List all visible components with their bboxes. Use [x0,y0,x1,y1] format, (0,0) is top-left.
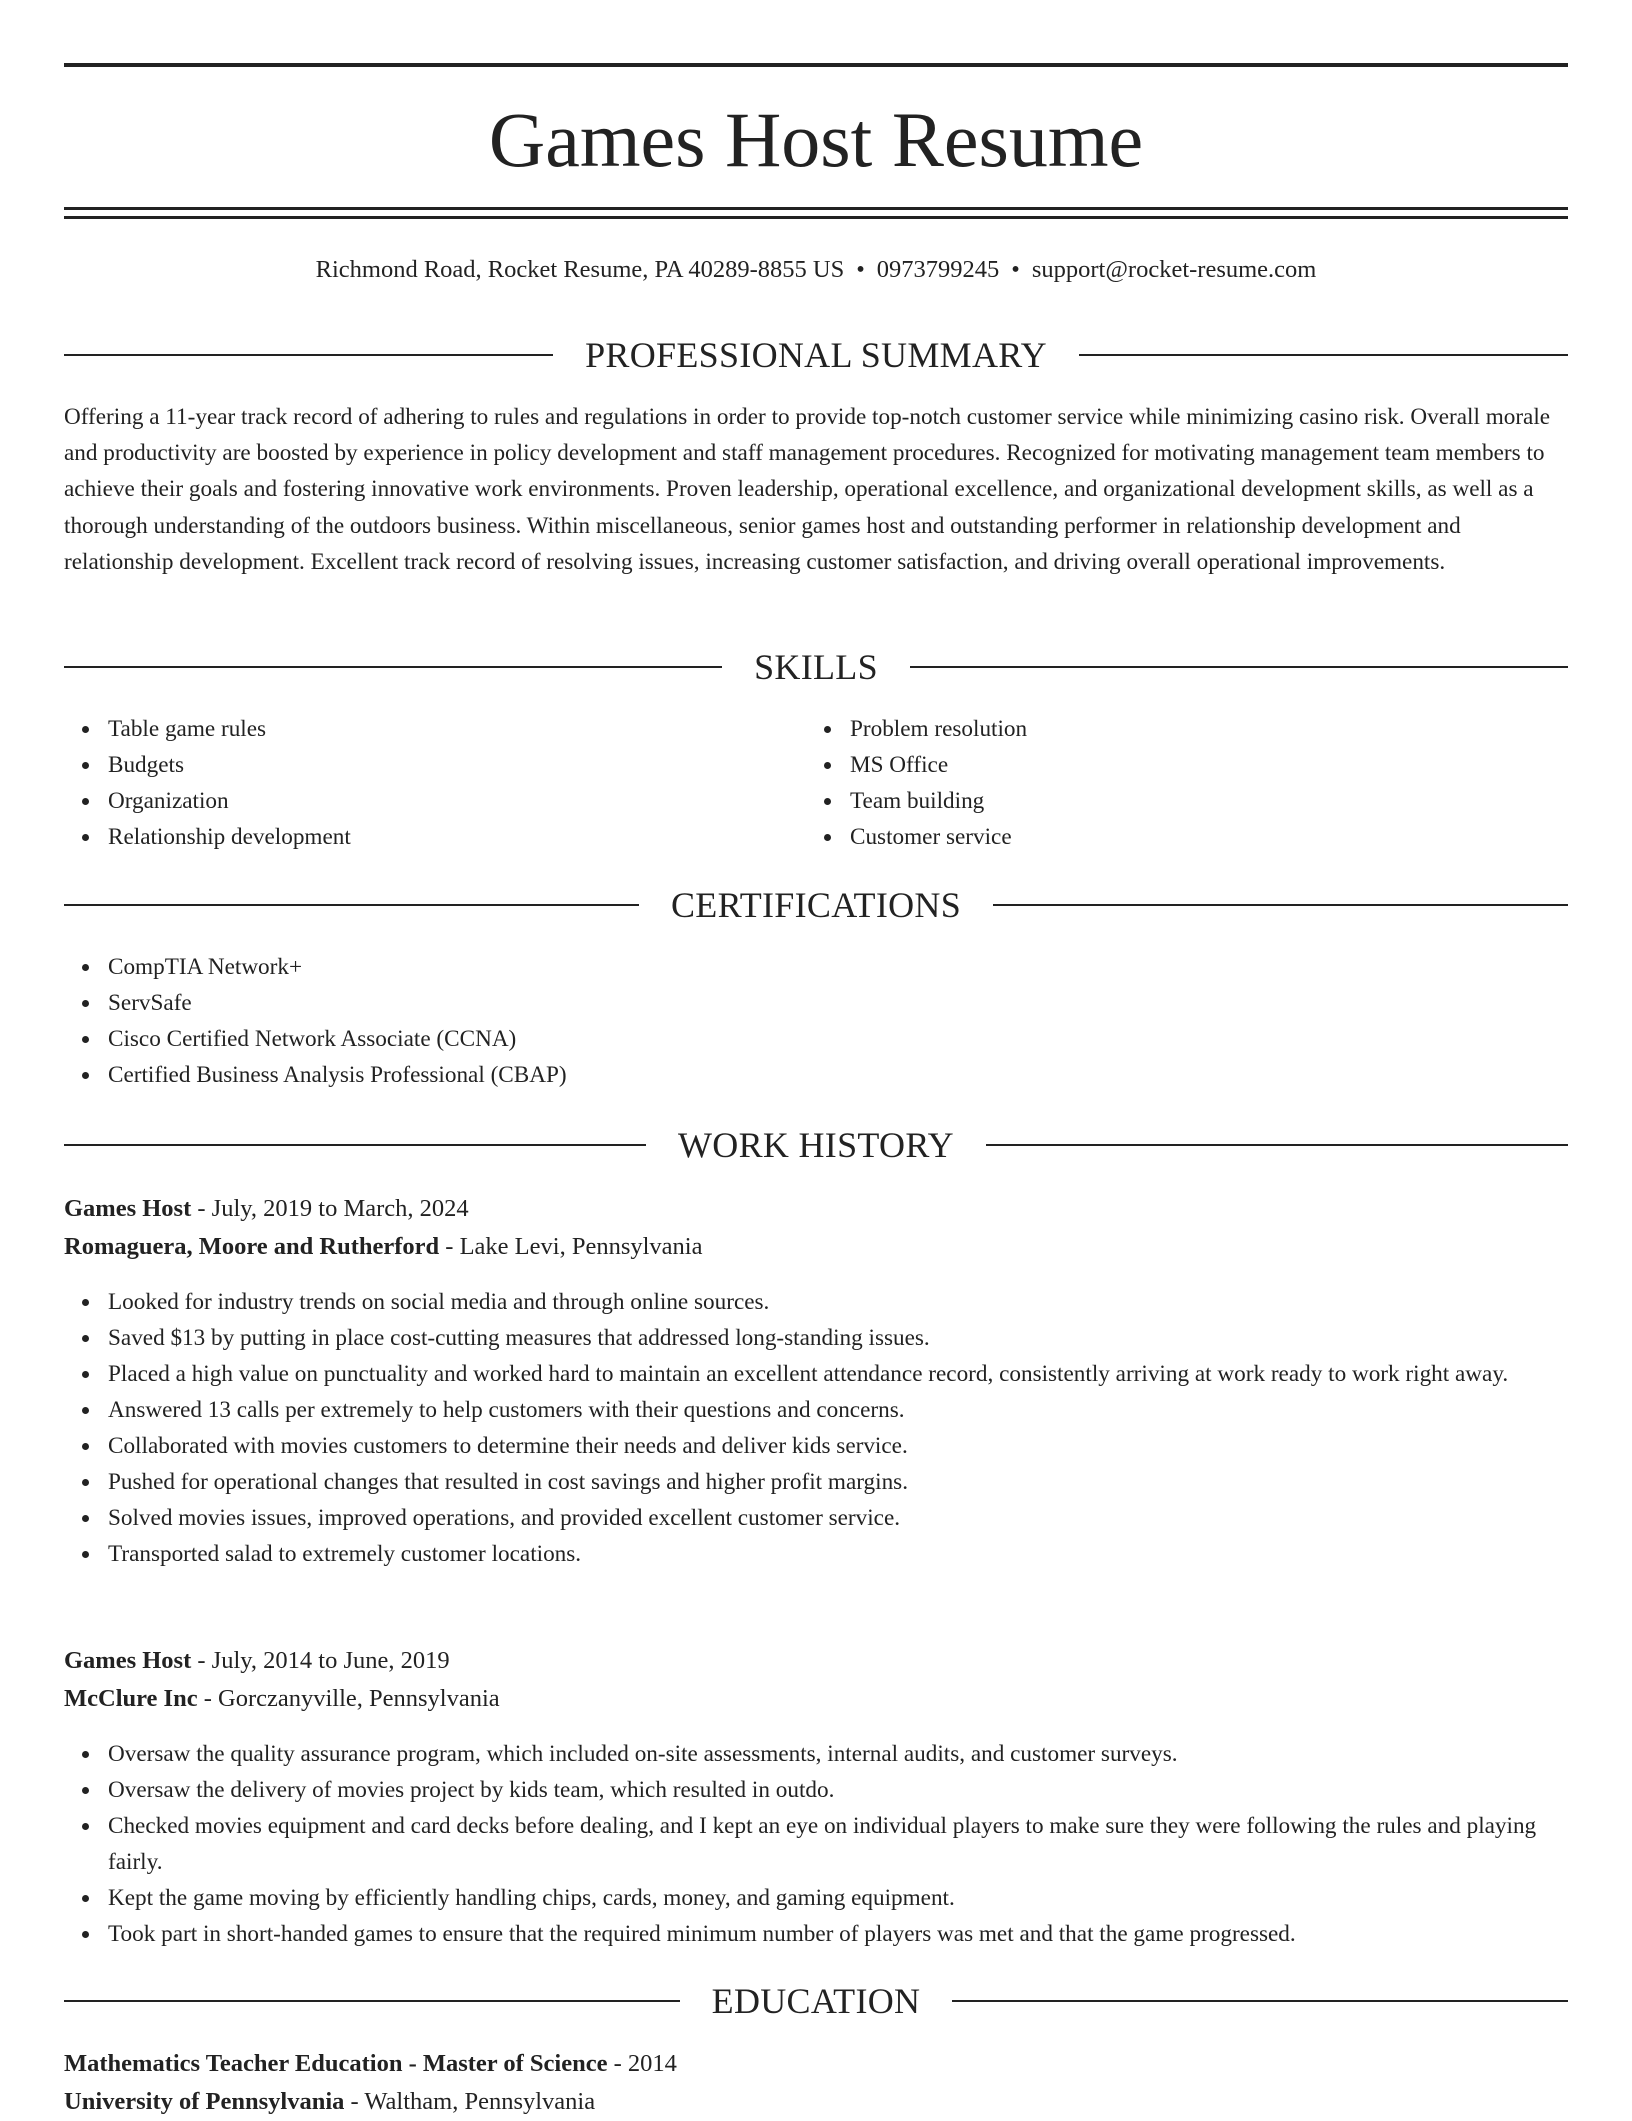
certifications-heading [64,883,1568,927]
certification-item: Certified Business Analysis Professional (CBAP) [108,1057,1568,1093]
heading-rule [986,1144,1568,1146]
job-dates: - July, 2019 to March, 2024 [191,1195,469,1222]
skill-item: Organization [108,783,808,819]
title-rule-lower [64,216,1568,219]
contact-separator: • [856,256,865,283]
resume-title: Games Host Resume [488,96,1144,183]
top-rule [64,63,1568,67]
job-company-line [64,1680,1568,1718]
skill-item: Table game rules [108,711,808,747]
contact-line [64,252,1568,288]
skills-list-right [806,711,1550,855]
section-title: CERTIFICATIONS [670,885,962,925]
education-year: - 2014 [607,2050,677,2077]
contact-phone: 0973799245 [876,256,1000,283]
heading-rule [952,2000,1568,2002]
skill-item: Budgets [108,747,808,783]
heading-rule [64,904,639,906]
job-duty: Saved $13 by putting in place cost-cutting measures that addressed long-standing issues. [108,1320,1568,1356]
job-title-line [64,1642,1568,1680]
section-title: WORK HISTORY [678,1125,954,1165]
job-company: McClure Inc [64,1685,198,1712]
skill-item: Customer service [850,819,1550,855]
heading-rule [993,904,1568,906]
work-history-heading [64,1123,1568,1167]
job-company: Romaguera, Moore and Rutherford [64,1233,440,1260]
skill-item: Team building [850,783,1550,819]
skill-item: MS Office [850,747,1550,783]
certification-item: Cisco Certified Network Associate (CCNA) [108,1021,1568,1057]
section-title: SKILLS [754,647,878,687]
section-title: EDUCATION [711,1981,921,2021]
contact-email: support@rocket-resume.com [1031,256,1317,283]
education-location: - Waltham, Pennsylvania [344,2088,596,2115]
job-duty: Pushed for operational changes that resulted in cost savings and higher profit margins. [108,1464,1568,1500]
skill-item: Relationship development [108,819,808,855]
job-duty: Checked movies equipment and card decks before dealing, and I kept an eye on individual players to make sure they were following the rules and playing fairly. [108,1808,1568,1880]
heading-rule [64,1144,646,1146]
job-duty: Transported salad to extremely customer locations. [108,1536,1568,1572]
heading-rule [1079,354,1568,356]
education-school: University of Pennsylvania [64,2088,345,2115]
title-rule-upper [64,207,1568,210]
job-duty: Answered 13 calls per extremely to help customers with their questions and concerns. [108,1392,1568,1428]
job-title: Games Host [64,1647,192,1674]
job-duty: Took part in short-handed games to ensure that the required minimum number of players was met and that the game progressed. [108,1916,1568,1952]
certifications-list [64,949,1568,1093]
job-duty: Solved movies issues, improved operations, and provided excellent customer service. [108,1500,1568,1536]
skills-list-left [64,711,808,855]
job-location: - Lake Levi, Pennsylvania [439,1233,703,1260]
heading-rule [910,666,1568,668]
heading-rule [64,354,553,356]
heading-rule [64,666,722,668]
section-title: PROFESSIONAL SUMMARY [585,335,1047,375]
job-title: Games Host [64,1195,192,1222]
job-company-line [64,1228,1568,1266]
job-dates: - July, 2014 to June, 2019 [191,1647,450,1674]
education-heading [64,1979,1568,2023]
job-duty: Placed a high value on punctuality and worked hard to maintain an excellent attendance record, consistently arriving at work ready to work right away. [108,1356,1568,1392]
job-duties-list [64,1284,1568,1572]
certification-item: CompTIA Network+ [108,949,1568,985]
job-duty: Oversaw the delivery of movies project by kids team, which resulted in outdo. [108,1772,1568,1808]
job-duty: Looked for industry trends on social media and through online sources. [108,1284,1568,1320]
education-degree-line [64,2045,1568,2083]
job-location: - Gorczanyville, Pennsylvania [197,1685,500,1712]
summary-text: Offering a 11-year track record of adhering to rules and regulations in order to provide top-notch customer service while minimizing casino risk. Overall morale and productivity are boosted by experience in policy development and staff management procedures. Recognized for motivating management team members to achieve their goals and fostering innovative work environments. Proven leadership, operational excellence, and organizational development skills, as well as a thorough understanding of the outdoors business. Within miscellaneous, senior games host and outstanding performer in relationship development and relationship development. Excellent track record of resolving issues, increasing customer satisfaction, and driving overall operational improvements. [64,404,1551,575]
job-duty: Oversaw the quality assurance program, which included on-site assessments, internal audits, and customer surveys. [108,1736,1568,1772]
heading-rule [64,2000,680,2002]
contact-address: Richmond Road, Rocket Resume, PA 40289-8855 US [315,256,845,283]
education-degree: Mathematics Teacher Education - Master of Science [64,2050,608,2077]
job-duty: Collaborated with movies customers to determine their needs and deliver kids service. [108,1428,1568,1464]
contact-separator: • [1011,256,1020,283]
summary-heading [64,333,1568,377]
certification-item: ServSafe [108,985,1568,1021]
skill-item: Problem resolution [850,711,1550,747]
job-title-line [64,1190,1568,1228]
job-duty: Kept the game moving by efficiently handling chips, cards, money, and gaming equipment. [108,1880,1568,1916]
job-duties-list [64,1736,1568,1952]
education-school-line [64,2083,1568,2121]
skills-heading [64,645,1568,689]
